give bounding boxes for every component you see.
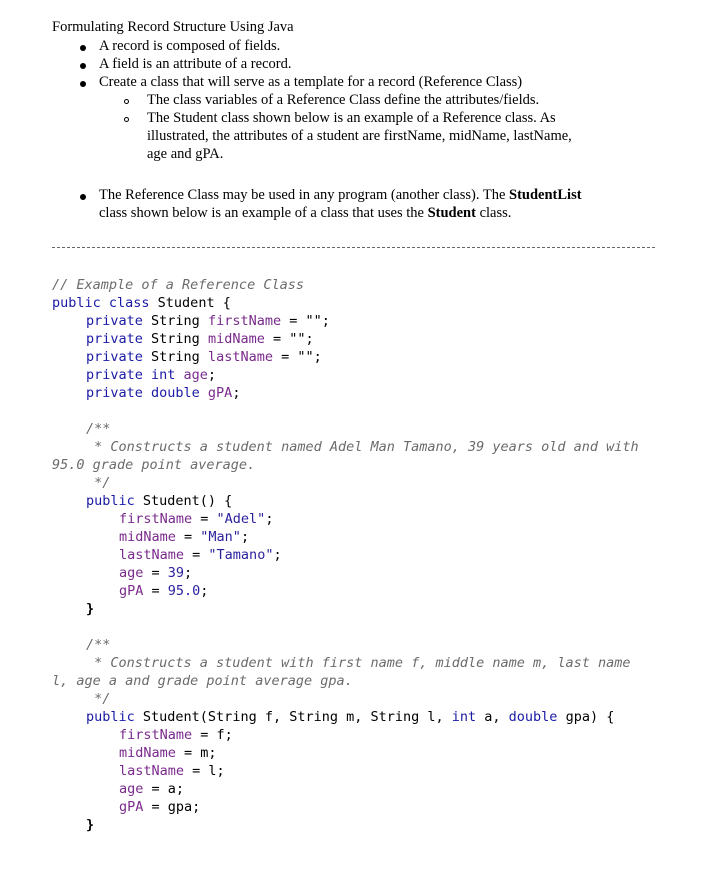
bullet-item: A record is composed of fields. [99, 38, 281, 54]
dashed-divider [52, 247, 655, 248]
bullet-dot [80, 63, 86, 69]
code-assignment: lastName = l; [119, 763, 225, 779]
sub-bullet-circle [124, 117, 129, 122]
code-doc-comment: * Constructs a student named Adel Man Tamano, 39 years old and with [86, 439, 639, 455]
code-field-declaration: private String firstName = ""; [86, 313, 330, 329]
bullet-bold-text: Student [427, 205, 476, 221]
code-doc-comment: * Constructs a student with first name f, middle name m, last name [86, 655, 631, 671]
bullet-item [99, 186, 582, 204]
bullet-text: class. [475, 205, 512, 221]
bullet-bold-text: StudentList [509, 187, 582, 203]
bullet-text: The Reference Class may be used in any program (another class). The [99, 187, 510, 203]
sub-bullet-circle [124, 99, 129, 104]
code-assignment: age = 39; [119, 565, 193, 581]
sub-bullet-item-continued: illustrated, the attributes of a student are firstName, midName, lastName, [147, 128, 572, 144]
sub-bullet-item: The class variables of a Reference Class define the attributes/fields. [147, 92, 540, 108]
bullet-item: Create a class that will serve as a template for a record (Reference Class) [99, 74, 523, 90]
code-assignment: lastName = "Tamano"; [119, 547, 282, 563]
bullet-dot [80, 194, 86, 200]
sub-bullet-item: The Student class shown below is an example of a Reference class. As [147, 110, 556, 126]
code-assignment: midName = m; [119, 745, 217, 761]
bullet-item: A field is an attribute of a record. [99, 56, 292, 72]
code-closing-brace: } [86, 601, 95, 617]
page-title: Formulating Record Structure Using Java [52, 19, 294, 35]
code-assignment: firstName = f; [119, 727, 233, 743]
code-assignment: firstName = "Adel"; [119, 511, 274, 527]
code-field-declaration: private double gPA; [86, 385, 241, 401]
code-constructor-declaration: public Student(String f, String m, String l, int a, double gpa) { [86, 709, 615, 725]
code-closing-brace: } [86, 817, 95, 833]
bullet-dot [80, 81, 86, 87]
sub-bullet-item-continued: age and gPA. [147, 146, 224, 162]
code-doc-comment: */ [86, 691, 111, 707]
code-field-declaration: private String lastName = ""; [86, 349, 322, 365]
code-doc-comment: 95.0 grade point average. [52, 457, 256, 473]
code-doc-comment: /** [86, 421, 111, 437]
bullet-dot [80, 45, 86, 51]
code-assignment: gPA = gpa; [119, 799, 201, 815]
code-assignment: age = a; [119, 781, 185, 797]
code-doc-comment: l, age a and grade point average gpa. [52, 673, 353, 689]
code-field-declaration: private int age; [86, 367, 217, 383]
code-constructor-declaration: public Student() { [86, 493, 233, 509]
code-doc-comment: */ [86, 475, 111, 491]
code-comment: // Example of a Reference Class [52, 277, 304, 293]
code-field-declaration: private String midName = ""; [86, 331, 314, 347]
code-doc-comment: /** [86, 637, 111, 653]
code-assignment: gPA = 95.0; [119, 583, 209, 599]
bullet-item-continued [99, 204, 511, 222]
code-assignment: midName = "Man"; [119, 529, 250, 545]
code-class-declaration: public class Student { [52, 295, 231, 311]
bullet-text: class shown below is an example of a class that uses the [99, 205, 428, 221]
